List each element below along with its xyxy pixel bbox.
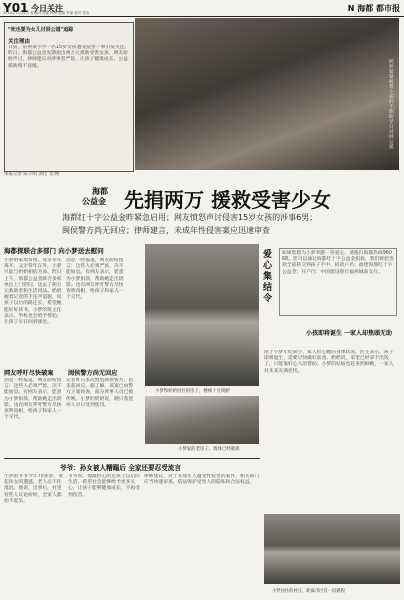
bottom-body-1: 小梦的爷爷今年70多岁，说起孙女的遭遇，老人忍不住落泪。他说，出事后，村里有些人议论纷纷，全家人都抬不起头。 <box>4 474 63 504</box>
headline-main: 先捐两万 援救受害少女 <box>124 188 331 212</box>
sidebar-title: 爱心集结令 <box>263 250 273 304</box>
mid-col-body: 记者昨日多次致电闽侯警方，但未获回应。据了解，该案已由警方立案侦查，部分涉事人员已被传唤。小梦的奶奶说，她只希望坏人早日受到惩罚。 <box>66 378 134 408</box>
left-col-body-1b: 消息一经报道，网友纷纷留言：这些人必须严惩，决不能姑息。有网友表示，愿意为小梦捐款，帮助她走出阴影。也有网友呼吁警方尽快查明真相，给孩子和家人一个交代。 <box>66 258 124 301</box>
headline-sub-1: 海都红十字公益金昨紧急启用；网友愤怒声讨侵害15岁女孩的涉事6男； <box>62 213 318 222</box>
main-photo-caption: 奶奶紧紧握着小孩的手，期盼早日讨回公道 <box>389 60 399 150</box>
village-caption: 小梦居住的村庄，距离市区有一段路程 <box>272 589 346 594</box>
inset-subtitle: 关注理由 <box>8 39 31 45</box>
bottom-rule <box>4 458 260 459</box>
inset-body: 日前，泉州某小学一名15岁女孩遭受侵害一事引发关注。昨日，海都公益金先期捐出两万元援助受害女孩，网友纷纷声讨，律师建议对涉事者严惩，让孩子健康成长，公益援助刻不容缓。 <box>8 45 130 69</box>
story2-heading: 小孩即将诞生 一家人却焦頭无助 <box>305 330 393 337</box>
house-caption: 小梦家的老房子，墙体已经破损 <box>178 447 240 452</box>
page-header <box>0 0 404 17</box>
stairs-caption: 小梦和奶奶居住的房子，楼梯十分简陋 <box>155 389 230 394</box>
story2-body: 由于小梦年纪尚小，家人担心她的身体状况。医生表示，孩子即将诞生，需要尽快做好准备。奶奶说，家里已经拿不出钱了，只能靠好心人的帮助。小梦的姑姑也赶来照顾她，一家人对未来充满担忧。 <box>264 350 394 374</box>
section-title: 今日关注 <box>31 4 63 13</box>
headline-kicker-1: 海都 <box>92 187 108 196</box>
mid-col-heading: 闽侯警方尚无回应 <box>68 370 118 377</box>
bottom-heading: 爷爷：孙女被人糟蹋后 全家还要忍受流言 <box>60 464 181 472</box>
sidebar-body: 如果您想为小梦奉献一份爱心，请拨打海都热线96068。您可以通过海都红十字公益金捐款，我们将把善款全部转交到孩子手中。捐款户名：福建海都红十字公益金；开户行：中国建设银行福州城南支行。 <box>279 248 397 316</box>
bottom-body-3: 律师建议，对于未成年人遭受性侵害的案件，相关部门应当快速审查，依法保护受害人的隐私和合法权益。 <box>144 474 260 486</box>
inset-box <box>4 22 134 172</box>
bottom-body-2: 爷爷说，他最担心的是孩子以后的生活，希望社会能够给予更多关心，让孩子能够健康成长，不再受到伤害。 <box>68 474 140 498</box>
left-col-body-2: 消息一经报道，网友纷纷留言：这些人必须严惩，决不能姑息。有网友表示，愿意为小梦捐款，帮助她走出阴影。也有网友呼吁警方尽快查明真相，给孩子和家人一个交代。 <box>4 378 62 421</box>
house-photo <box>145 396 259 444</box>
brand-logo: N 海都 都市报 <box>347 4 400 13</box>
headline-block <box>4 180 400 242</box>
headline-kicker-2: 公益金 <box>82 197 106 206</box>
page-number: Y01 <box>3 1 29 15</box>
left-col-heading: 海都探联合多部门 向小梦送去慰问 <box>4 247 104 255</box>
headline-sub-2: 闽侯警方尚无回应；律师建言，未成年性侵害案应迅速审查 <box>62 226 270 235</box>
left-col-body-1: 小梦的家境贫困，母亲早年离开，父亲常年在外，小梦只能与奶奶相依为命。昨日上午，海都公益金联合多家单位上门慰问，送去了两万元救助金和生活用品。奶奶握着记者的手连声道谢，说孩子以后的路还长，希望她能好好读书。小梦的班主任表示，学校也会给予帮助，让孩子早日回到课堂。 <box>4 258 62 326</box>
main-photo <box>135 18 399 170</box>
stairs-photo <box>145 244 259 386</box>
left-col-heading-2: 网友呼吁尽快破案 <box>4 370 54 377</box>
reporters: 本报记者 陈小明 刘佳 文/图 <box>4 172 60 177</box>
village-photo <box>264 514 400 584</box>
inset-title: "死也要为女儿讨回公道"追踪 <box>8 27 74 33</box>
date-line: 2016年1月21日 星期四 责编 韩梅 美编 李丽 校对 张岩 <box>3 11 90 15</box>
